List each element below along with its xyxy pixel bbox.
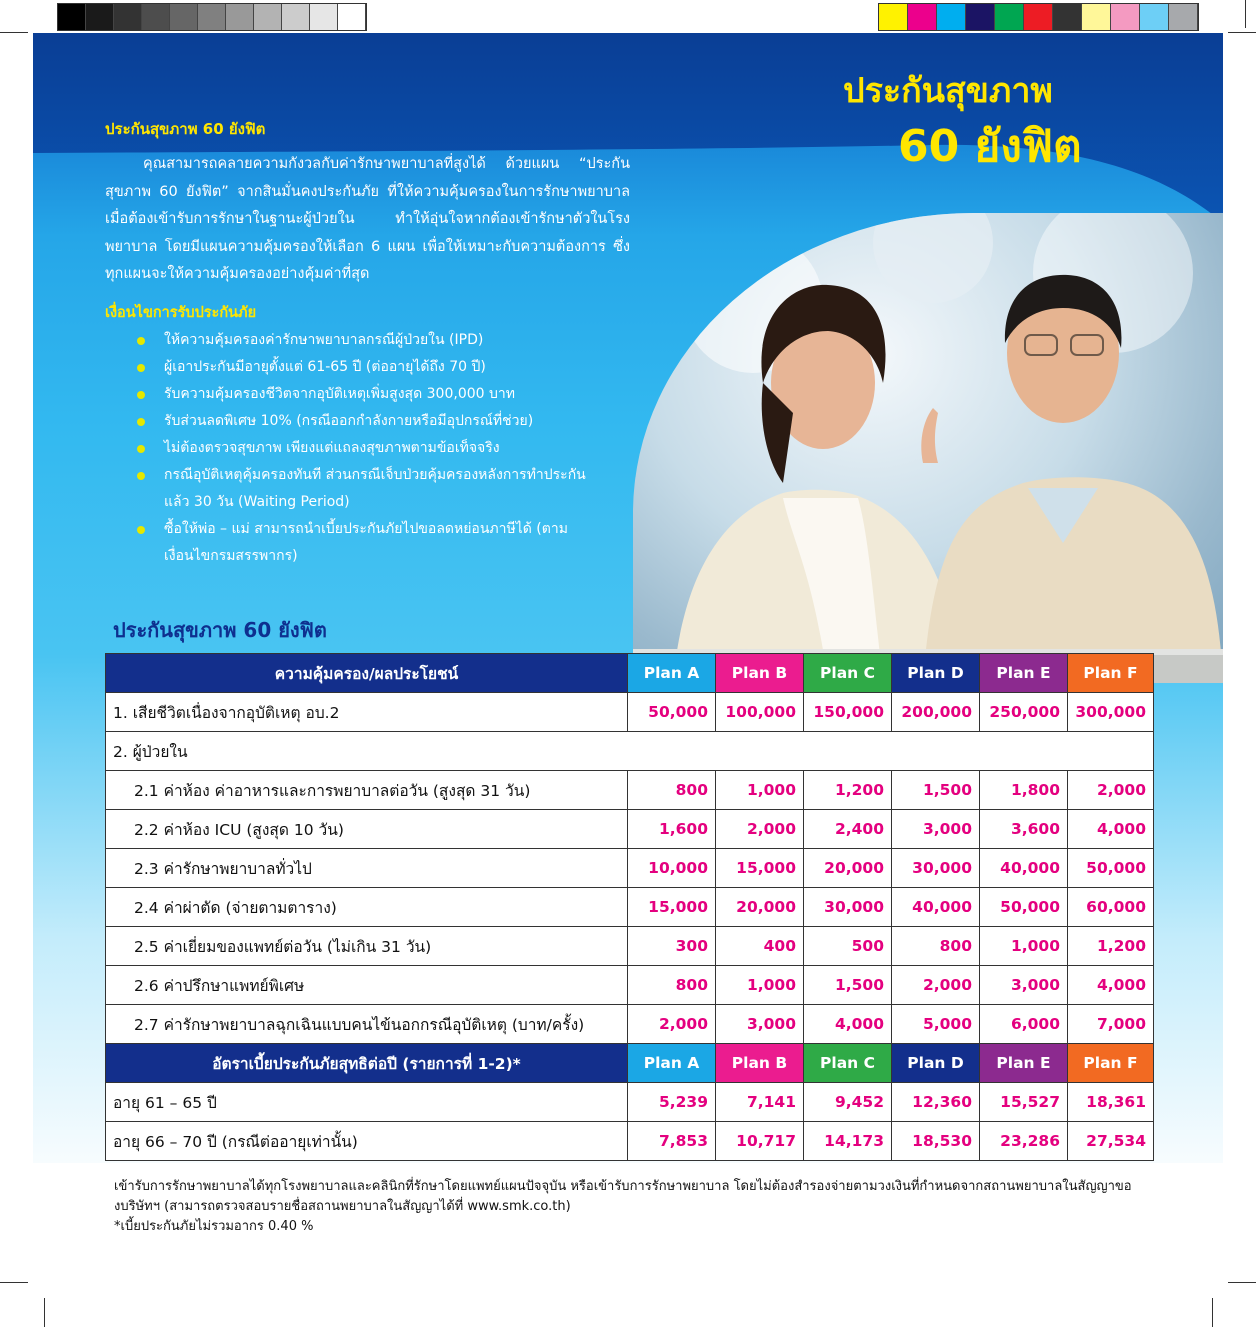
table-row bbox=[106, 1005, 1154, 1044]
value-cell: 100,000 bbox=[716, 693, 804, 732]
value-cell: 1,000 bbox=[716, 966, 804, 1005]
crop-mark bbox=[44, 1298, 45, 1327]
row-label: อายุ 66 – 70 ปี (กรณีต่ออายุเท่านั้น) bbox=[106, 1122, 628, 1161]
swatch bbox=[114, 4, 142, 30]
value-cell: 4,000 bbox=[1068, 966, 1154, 1005]
value-cell: 5,239 bbox=[628, 1083, 716, 1122]
value-cell: 6,000 bbox=[980, 1005, 1068, 1044]
value-cell: 1,200 bbox=[804, 771, 892, 810]
row-label: 2.1 ค่าห้อง ค่าอาหารและการพยาบาลต่อวัน (สูงสุด 31 วัน) bbox=[106, 771, 628, 810]
swatch bbox=[1053, 4, 1082, 30]
value-cell: 3,000 bbox=[716, 1005, 804, 1044]
value-cell: 7,000 bbox=[1068, 1005, 1154, 1044]
plan-header-c: Plan C bbox=[804, 654, 892, 693]
registration-swatches-color bbox=[878, 3, 1199, 31]
value-cell: 500 bbox=[804, 927, 892, 966]
swatch bbox=[1169, 4, 1198, 30]
value-cell: 40,000 bbox=[892, 888, 980, 927]
footnote-line1: เข้ารับการรักษาพยาบาลได้ทุกโรงพยาบาลและคลินิกที่รักษาโดยแพทย์แผนปัจจุบัน หรือเข้ารับการรักษาพยาบาล โดยไม่ต้องสำรองจ่ายตามวงเงินที่กำหนดจากสถานพยาบาลในสัญญาของบริษัทฯ (สามารถตรวจสอบรายชื่อสถานพยาบาลในสัญญาได้ที่ www.smk.co.th) bbox=[114, 1179, 1132, 1214]
value-cell: 5,000 bbox=[892, 1005, 980, 1044]
table-row bbox=[106, 810, 1154, 849]
conditions-heading: เงื่อนไขการรับประกันภัย bbox=[105, 305, 257, 321]
value-cell: 1,800 bbox=[980, 771, 1068, 810]
benefits-header-row bbox=[106, 654, 1154, 693]
swatch bbox=[1111, 4, 1140, 30]
swatch bbox=[908, 4, 937, 30]
condition-item bbox=[137, 327, 607, 354]
value-cell: 2,000 bbox=[1068, 771, 1154, 810]
plan-header-a: Plan A bbox=[628, 1044, 716, 1083]
plan-header-d: Plan D bbox=[892, 654, 980, 693]
value-cell: 4,000 bbox=[1068, 810, 1154, 849]
plan-header-b: Plan B bbox=[716, 654, 804, 693]
condition-item bbox=[137, 435, 607, 462]
value-cell: 18,530 bbox=[892, 1122, 980, 1161]
condition-text: รับความคุ้มครองชีวิตจากอุบัติเหตุเพิ่มสูงสุด 300,000 บาท bbox=[164, 386, 515, 402]
value-cell: 7,141 bbox=[716, 1083, 804, 1122]
table-row bbox=[106, 771, 1154, 810]
value-cell: 800 bbox=[892, 927, 980, 966]
crop-mark bbox=[1228, 1282, 1256, 1283]
value-cell: 1,500 bbox=[892, 771, 980, 810]
value-cell: 200,000 bbox=[892, 693, 980, 732]
value-cell: 2,400 bbox=[804, 810, 892, 849]
row-label: 2.4 ค่าผ่าตัด (จ่ายตามตาราง) bbox=[106, 888, 628, 927]
condition-text: กรณีอุบัติเหตุคุ้มครองทันที ส่วนกรณีเจ็บป่วยคุ้มครองหลังการทำประกันแล้ว 30 วัน (Waiting Period) bbox=[164, 467, 586, 510]
swatch bbox=[310, 4, 338, 30]
swatch bbox=[86, 4, 114, 30]
bullet-icon bbox=[137, 445, 145, 453]
swatch bbox=[937, 4, 966, 30]
bullet-icon bbox=[137, 526, 145, 534]
value-cell: 3,600 bbox=[980, 810, 1068, 849]
hero-title-line1: ประกันสุขภาพ bbox=[843, 71, 1053, 111]
value-cell: 1,600 bbox=[628, 810, 716, 849]
table-row bbox=[106, 888, 1154, 927]
premium-header-row bbox=[106, 1044, 1154, 1083]
swatch bbox=[1024, 4, 1053, 30]
row-label: 2.6 ค่าปรึกษาแพทย์พิเศษ bbox=[106, 966, 628, 1005]
value-cell: 400 bbox=[716, 927, 804, 966]
condition-item bbox=[137, 516, 607, 570]
value-cell: 4,000 bbox=[804, 1005, 892, 1044]
table-title: ประกันสุขภาพ 60 ยังฟิต bbox=[113, 618, 327, 642]
hero-title-line2: 60 ยังฟิต bbox=[898, 121, 1082, 172]
brochure-page bbox=[33, 33, 1223, 1163]
plan-header-e: Plan E bbox=[980, 1044, 1068, 1083]
swatch bbox=[879, 4, 908, 30]
condition-text: รับส่วนลดพิเศษ 10% (กรณีออกกำลังกายหรือมีอุปกรณ์ที่ช่วย) bbox=[164, 413, 534, 429]
value-cell: 15,527 bbox=[980, 1083, 1068, 1122]
plan-header-a: Plan A bbox=[628, 654, 716, 693]
value-cell: 300 bbox=[628, 927, 716, 966]
intro-heading: ประกันสุขภาพ 60 ยังฟิต bbox=[105, 120, 266, 138]
bullet-icon bbox=[137, 364, 145, 372]
plan-header-b: Plan B bbox=[716, 1044, 804, 1083]
table-row bbox=[106, 693, 1154, 732]
value-cell: 18,361 bbox=[1068, 1083, 1154, 1122]
value-cell: 300,000 bbox=[1068, 693, 1154, 732]
condition-text: ซื้อให้พ่อ – แม่ สามารถนำเบี้ยประกันภัยไปขอลดหย่อนภาษีได้ (ตามเงื่อนไขกรมสรรพากร) bbox=[164, 521, 568, 564]
value-cell: 20,000 bbox=[716, 888, 804, 927]
swatch bbox=[142, 4, 170, 30]
condition-item bbox=[137, 381, 607, 408]
value-cell: 3,000 bbox=[892, 810, 980, 849]
footnote-line2: *เบี้ยประกันภัยไม่รวมอากร 0.40 % bbox=[114, 1219, 314, 1234]
crop-mark bbox=[1212, 1298, 1213, 1327]
condition-text: ผู้เอาประกันมีอายุตั้งแต่ 61-65 ปี (ต่ออายุได้ถึง 70 ปี) bbox=[164, 359, 486, 375]
row-label: อายุ 61 – 65 ปี bbox=[106, 1083, 628, 1122]
value-cell: 40,000 bbox=[980, 849, 1068, 888]
plan-header-f: Plan F bbox=[1068, 654, 1154, 693]
value-cell: 9,452 bbox=[804, 1083, 892, 1122]
condition-item bbox=[137, 408, 607, 435]
swatch bbox=[226, 4, 254, 30]
plan-header-f: Plan F bbox=[1068, 1044, 1154, 1083]
value-cell: 23,286 bbox=[980, 1122, 1068, 1161]
value-cell: 3,000 bbox=[980, 966, 1068, 1005]
value-cell: 10,717 bbox=[716, 1122, 804, 1161]
plan-header-e: Plan E bbox=[980, 654, 1068, 693]
table-row bbox=[106, 1122, 1154, 1161]
bullet-icon bbox=[137, 337, 145, 345]
crop-mark bbox=[1245, 0, 1246, 28]
bullet-icon bbox=[137, 391, 145, 399]
plan-header-d: Plan D bbox=[892, 1044, 980, 1083]
row-label: 2.2 ค่าห้อง ICU (สูงสุด 10 วัน) bbox=[106, 810, 628, 849]
value-cell: 250,000 bbox=[980, 693, 1068, 732]
table-row bbox=[106, 966, 1154, 1005]
table-row bbox=[106, 1083, 1154, 1122]
value-cell: 800 bbox=[628, 771, 716, 810]
footnote bbox=[114, 1177, 1134, 1237]
value-cell: 15,000 bbox=[628, 888, 716, 927]
value-cell: 50,000 bbox=[1068, 849, 1154, 888]
bullet-icon bbox=[137, 472, 145, 480]
value-cell: 30,000 bbox=[892, 849, 980, 888]
table-row bbox=[106, 927, 1154, 966]
condition-text: ไม่ต้องตรวจสุขภาพ เพียงแต่แถลงสุขภาพตามข้อเท็จจริง bbox=[164, 440, 500, 456]
value-cell: 60,000 bbox=[1068, 888, 1154, 927]
value-cell: 50,000 bbox=[980, 888, 1068, 927]
value-cell: 1,000 bbox=[716, 771, 804, 810]
swatch bbox=[198, 4, 226, 30]
swatch bbox=[995, 4, 1024, 30]
row-label: 2.3 ค่ารักษาพยาบาลทั่วไป bbox=[106, 849, 628, 888]
crop-mark bbox=[0, 1282, 28, 1283]
value-cell: 12,360 bbox=[892, 1083, 980, 1122]
value-cell: 1,200 bbox=[1068, 927, 1154, 966]
value-cell: 10,000 bbox=[628, 849, 716, 888]
benefits-table bbox=[105, 653, 1154, 1161]
value-cell: 2,000 bbox=[892, 966, 980, 1005]
value-cell: 1,000 bbox=[980, 927, 1068, 966]
row-label: 2. ผู้ป่วยใน bbox=[106, 732, 628, 771]
value-cell: 20,000 bbox=[804, 849, 892, 888]
value-cell: 1,500 bbox=[804, 966, 892, 1005]
crop-mark bbox=[0, 32, 28, 33]
intro-paragraph: คุณสามารถคลายความกังวลกับค่ารักษาพยาบาลที่สูงได้ ด้วยแผน “ประกันสุขภาพ 60 ยังฟิต” จากสินมั่นคงประกันภัย ที่ให้ความคุ้มครองในการรักษาพยาบาลเมื่อต้องเข้ารับการรักษาในฐานะผู้ป่วยใน ทำให้อุ่นใจหากต้องเข้ารักษาตัวในโรงพยาบาล โดยมีแผนความคุ้มครองให้เลือก 6 แผน เพื่อให้เหมาะกับความต้องการ ซึ่งทุกแผนจะให้ความคุ้มครองอย่างคุ้มค่าที่สุด bbox=[105, 156, 630, 282]
swatch bbox=[338, 4, 366, 30]
plan-header-c: Plan C bbox=[804, 1044, 892, 1083]
table-row bbox=[106, 732, 1154, 771]
swatch bbox=[1140, 4, 1169, 30]
swatch bbox=[966, 4, 995, 30]
header-label: ความคุ้มครอง/ผลประโยชน์ bbox=[106, 654, 628, 693]
value-cell: 800 bbox=[628, 966, 716, 1005]
swatch bbox=[1082, 4, 1111, 30]
value-cell: 50,000 bbox=[628, 693, 716, 732]
value-cell: 7,853 bbox=[628, 1122, 716, 1161]
table-row bbox=[106, 849, 1154, 888]
row-label: 2.7 ค่ารักษาพยาบาลฉุกเฉินแบบคนไข้นอกกรณีอุบัติเหตุ (บาท/ครั้ง) bbox=[106, 1005, 628, 1044]
value-cell: 30,000 bbox=[804, 888, 892, 927]
couple-photo bbox=[633, 213, 1223, 683]
row-label: 1. เสียชีวิตเนื่องจากอุบัติเหตุ อบ.2 bbox=[106, 693, 628, 732]
condition-item bbox=[137, 354, 607, 381]
swatch bbox=[254, 4, 282, 30]
value-cell: 2,000 bbox=[716, 810, 804, 849]
condition-item bbox=[137, 462, 607, 516]
row-label: 2.5 ค่าเยี่ยมของแพทย์ต่อวัน (ไม่เกิน 31 วัน) bbox=[106, 927, 628, 966]
bullet-icon bbox=[137, 418, 145, 426]
swatch bbox=[170, 4, 198, 30]
value-cell: 14,173 bbox=[804, 1122, 892, 1161]
swatch bbox=[58, 4, 86, 30]
value-cell: 150,000 bbox=[804, 693, 892, 732]
registration-swatches-grayscale bbox=[57, 3, 367, 31]
header-label: อัตราเบี้ยประกันภัยสุทธิต่อปี (รายการที่ 1-2)* bbox=[106, 1044, 628, 1083]
swatch bbox=[282, 4, 310, 30]
value-cell: 2,000 bbox=[628, 1005, 716, 1044]
value-cell: 27,534 bbox=[1068, 1122, 1154, 1161]
conditions-list bbox=[137, 327, 607, 570]
condition-text: ให้ความคุ้มครองค่ารักษาพยาบาลกรณีผู้ป่วยใน (IPD) bbox=[164, 332, 484, 348]
crop-mark bbox=[1228, 32, 1256, 33]
empty-cell bbox=[628, 732, 1154, 771]
value-cell: 15,000 bbox=[716, 849, 804, 888]
